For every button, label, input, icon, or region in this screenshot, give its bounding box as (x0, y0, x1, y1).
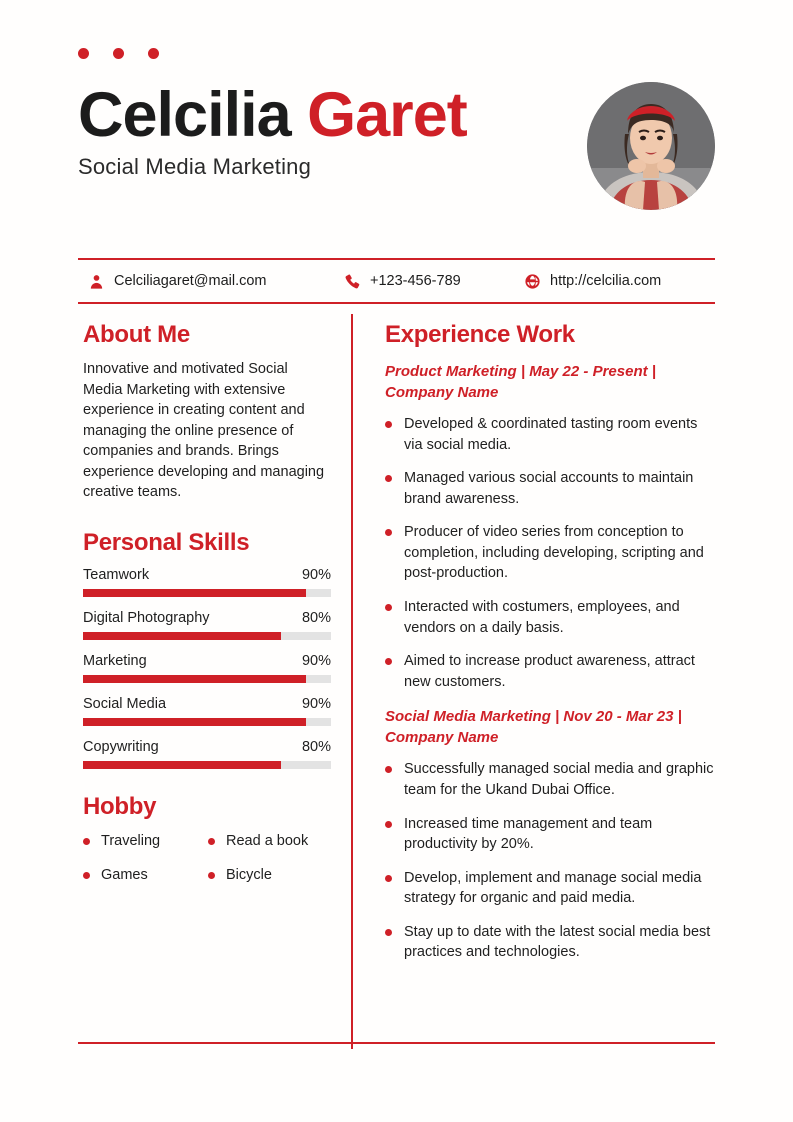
skill-bar-track (83, 632, 331, 640)
skill-bar-track (83, 675, 331, 683)
contact-website-text: http://celcilia.com (550, 273, 662, 289)
job-subtitle: Social Media Marketing (78, 154, 312, 180)
contact-website[interactable] (514, 273, 715, 290)
duty-text: Increased time management and team productivity by 20%. (404, 815, 653, 853)
skills-section (83, 529, 331, 769)
bullet-icon (385, 529, 392, 536)
left-column (78, 304, 351, 1044)
skill-bar-track (83, 718, 331, 726)
skill-label: Digital Photography (83, 610, 210, 627)
bullet-icon (385, 821, 392, 828)
skill-value: 90% (301, 567, 331, 584)
skill-item (83, 567, 331, 597)
duty-text: Managed various social accounts to maintain brand awareness. (404, 470, 694, 507)
duty-text: Developed & coordinated tasting room events via social media. (404, 416, 698, 453)
bullet-icon (385, 929, 392, 936)
skill-item (83, 739, 331, 769)
skill-label: Social Media (83, 696, 167, 713)
bullet-icon (83, 838, 90, 845)
bullet-icon (385, 658, 392, 665)
skill-item (83, 696, 331, 726)
right-column (353, 304, 715, 1044)
list-item (385, 597, 715, 638)
skill-value: 80% (301, 610, 331, 627)
dot-icon (148, 48, 159, 59)
bullet-icon (385, 421, 392, 428)
job-title: Social Media Marketing | Nov 20 - Mar 23 | Company Name (385, 708, 682, 747)
list-item (385, 922, 715, 963)
hobby-heading: Hobby (83, 793, 157, 821)
bullet-icon (83, 872, 90, 879)
bullet-icon (385, 766, 392, 773)
contact-email-text: Celciliagaret@mail.com (114, 273, 267, 289)
contact-phone-text: +123-456-789 (370, 273, 461, 289)
skill-label: Marketing (83, 653, 147, 670)
duty-text: Interacted with costumers, employees, and vendors on a daily basis. (404, 599, 680, 636)
list-item (208, 833, 331, 849)
skill-bar-fill (83, 675, 306, 683)
bullet-icon (385, 875, 392, 882)
list-item (208, 867, 331, 883)
last-name: Garet (307, 80, 467, 150)
skill-label: Copywriting (83, 739, 159, 756)
content-columns (78, 304, 715, 1044)
list-item (83, 833, 208, 849)
duty-text: Aimed to increase product awareness, attract new customers. (404, 653, 695, 690)
hobby-section (83, 793, 331, 883)
experience-job (385, 361, 715, 692)
bullet-icon (208, 838, 215, 845)
duty-text: Producer of video series from conception to completion, including developing, scripting and post-production. (404, 524, 704, 582)
skill-bar-fill (83, 589, 306, 597)
list-item (83, 867, 208, 883)
bullet-icon (385, 475, 392, 482)
skill-value: 80% (301, 739, 331, 756)
contact-email[interactable] (78, 273, 336, 290)
list-item (385, 868, 715, 909)
skill-value: 90% (301, 696, 331, 713)
decorative-dots (78, 48, 159, 59)
duty-text: Develop, implement and manage social media strategy for organic and paid media. (404, 869, 702, 907)
bullet-icon (385, 604, 392, 611)
skill-item (83, 610, 331, 640)
resume-header (78, 82, 715, 232)
duty-text: Successfully managed social media and graphic team for the Ukand Dubai Office. (404, 761, 714, 798)
list-item (385, 522, 715, 584)
dot-icon (78, 48, 89, 59)
hobby-label: Games (101, 867, 148, 884)
bullet-icon (208, 872, 215, 879)
hobby-label: Bicycle (226, 867, 272, 884)
skill-bar-track (83, 589, 331, 597)
person-icon (88, 273, 105, 290)
avatar (587, 82, 715, 210)
skill-bar-fill (83, 761, 281, 769)
contact-phone[interactable] (336, 273, 514, 290)
experience-job (385, 706, 715, 963)
experience-heading: Experience Work (385, 321, 575, 348)
list-item (385, 814, 715, 855)
dot-icon (113, 48, 124, 59)
list-item (385, 759, 715, 800)
footer-rule (78, 1042, 715, 1044)
skill-bar-track (83, 761, 331, 769)
hobby-label: Traveling (101, 833, 161, 850)
duty-text: Stay up to date with the latest social media best practices and technologies. (404, 923, 711, 961)
skill-item (83, 653, 331, 683)
first-name: Celcilia (78, 80, 291, 150)
skill-bar-fill (83, 718, 306, 726)
globe-icon (524, 273, 541, 290)
contact-bar (78, 258, 715, 304)
list-item (385, 468, 715, 509)
avatar-photo-icon (587, 82, 715, 210)
skills-heading: Personal Skills (83, 529, 250, 557)
hobby-label: Read a book (226, 833, 309, 850)
skill-label: Teamwork (83, 567, 150, 584)
list-item (385, 414, 715, 455)
phone-icon (344, 273, 361, 290)
list-item (385, 651, 715, 692)
skill-value: 90% (301, 653, 331, 670)
job-title: Product Marketing | May 22 - Present | Company Name (385, 363, 656, 401)
about-text: Innovative and motivated Social Media Marketing with extensive experience in creating content and managing the online presence of companies and brands. Brings experience developing and managing creative teams. (83, 361, 325, 501)
skill-bar-fill (83, 632, 281, 640)
about-heading: About Me (83, 321, 190, 348)
